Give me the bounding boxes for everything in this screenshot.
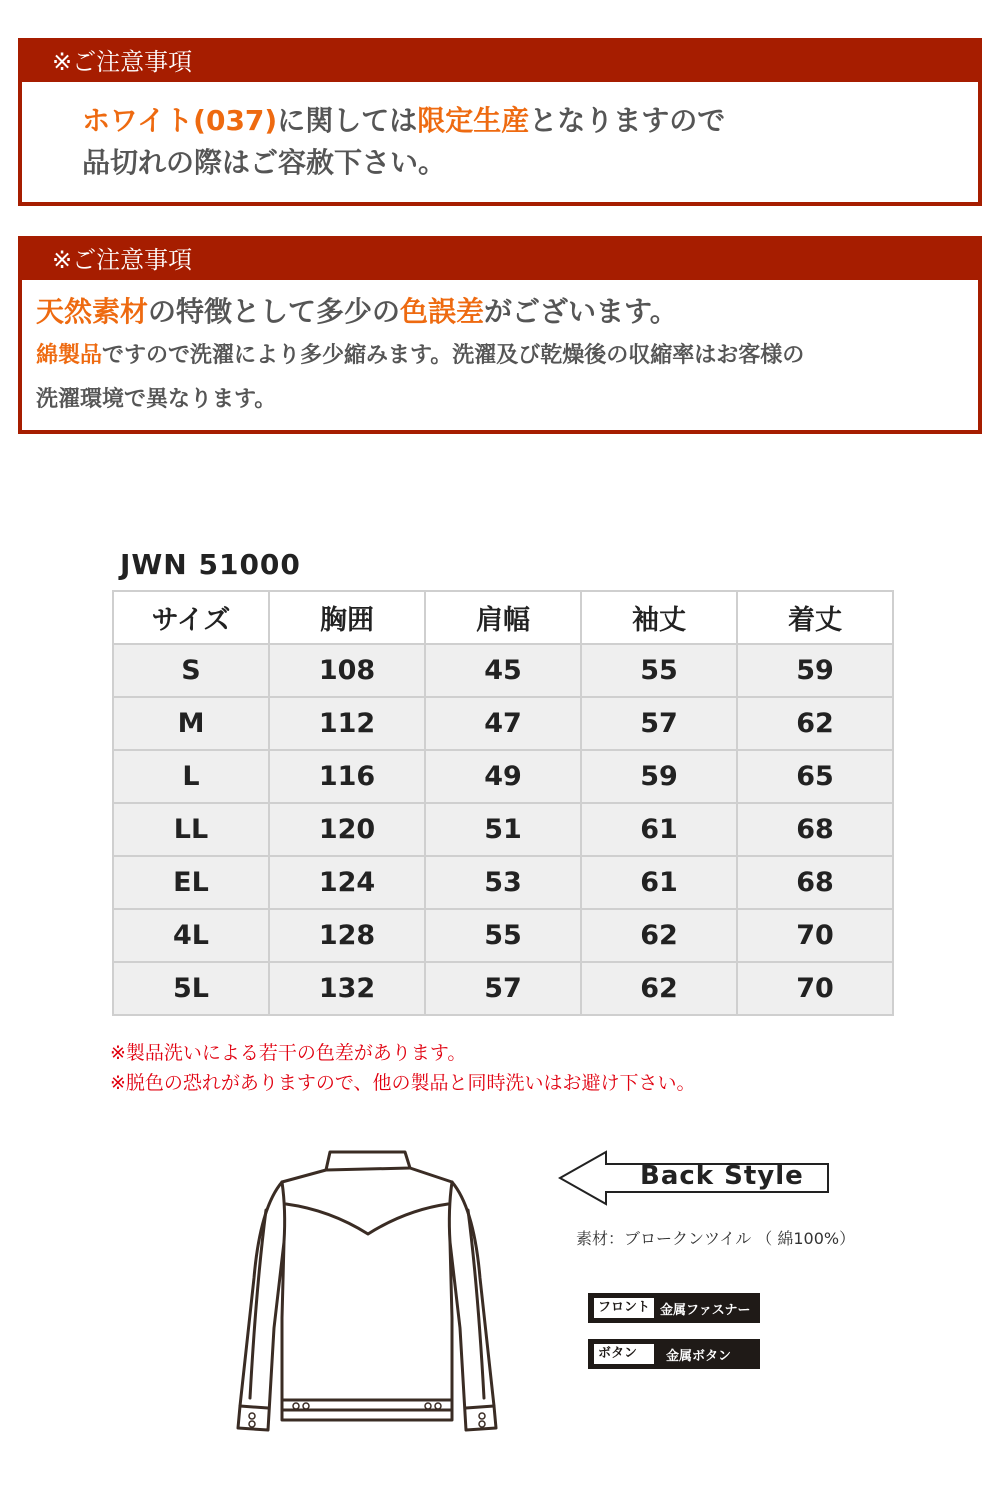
table-cell: 116: [269, 750, 425, 803]
header-cell: 袖丈: [581, 591, 737, 644]
table-cell: 55: [425, 909, 581, 962]
table-cell: 59: [581, 750, 737, 803]
table-cell: 128: [269, 909, 425, 962]
highlight-text: 限定生産: [417, 104, 530, 137]
notice-text: がございます。: [484, 295, 678, 328]
tag-value: 金属ファスナー: [660, 1302, 751, 1318]
tag-value: 金属ボタン: [666, 1348, 732, 1364]
table-cell: 62: [581, 962, 737, 1015]
table-cell: L: [113, 750, 269, 803]
notice-line-2: [36, 334, 978, 378]
notice-text: に関しては: [277, 104, 418, 137]
table-cell: 61: [581, 803, 737, 856]
table-cell: 53: [425, 856, 581, 909]
table-cell: 57: [581, 697, 737, 750]
table-cell: 124: [269, 856, 425, 909]
highlight-text: ホワイト(037): [82, 104, 278, 137]
model-number: JWN 51000: [120, 548, 301, 581]
tag-key: ボタン: [594, 1344, 654, 1364]
highlight-text: 天然素材: [36, 295, 149, 328]
header-cell: 着丈: [737, 591, 893, 644]
notice-line-1: [36, 290, 978, 334]
header-cell: 胸囲: [269, 591, 425, 644]
table-cell: 120: [269, 803, 425, 856]
table-cell: 51: [425, 803, 581, 856]
front-fastener-tag: [588, 1293, 760, 1323]
notice-line-1: [82, 100, 978, 142]
table-cell: EL: [113, 856, 269, 909]
table-cell: 57: [425, 962, 581, 1015]
notice-box-limited-production: [18, 38, 982, 206]
table-cell: 55: [581, 644, 737, 697]
tag-key: フロント: [594, 1298, 654, 1318]
color-difference-note: ※製品洗いによる若干の色差があります。: [110, 1042, 467, 1064]
highlight-text: 綿製品: [36, 343, 103, 368]
bleaching-warning-note: ※脱色の恐れがありますので、他の製品と同時洗いはお避け下さい。: [110, 1072, 696, 1094]
notice-line-3: 洗濯環境で異なります。: [36, 387, 277, 412]
table-cell: 49: [425, 750, 581, 803]
table-cell: 108: [269, 644, 425, 697]
notice-title: ※ご注意事項: [22, 42, 978, 82]
table-cell: M: [113, 697, 269, 750]
button-tag: [588, 1339, 760, 1369]
header-cell: 肩幅: [425, 591, 581, 644]
table-header-row: [113, 591, 893, 644]
table-cell: 47: [425, 697, 581, 750]
table-cell: 70: [737, 909, 893, 962]
table-cell: S: [113, 644, 269, 697]
highlight-text: 色誤差: [400, 295, 485, 328]
notice-text: の特徴として多少の: [148, 295, 401, 328]
table-cell: 5L: [113, 962, 269, 1015]
header-cell: サイズ: [113, 591, 269, 644]
table-row: [113, 803, 893, 856]
table-cell: 132: [269, 962, 425, 1015]
notice-box-natural-material: [18, 236, 982, 434]
material-info: 素材：ブロークンツイル （ 綿100%）: [576, 1229, 856, 1248]
table-cell: 112: [269, 697, 425, 750]
table-row: [113, 750, 893, 803]
table-cell: 59: [737, 644, 893, 697]
table-row: [113, 856, 893, 909]
table-cell: 62: [581, 909, 737, 962]
notice-text: ですので洗濯により多少縮みます。洗濯及び乾燥後の収縮率はお客様の: [102, 343, 805, 368]
table-cell: 62: [737, 697, 893, 750]
table-cell: 65: [737, 750, 893, 803]
table-cell: 70: [737, 962, 893, 1015]
notice-text: となりますので: [529, 104, 726, 137]
jacket-back-illustration: [220, 1148, 520, 1466]
table-row: [113, 644, 893, 697]
table-row: [113, 697, 893, 750]
size-table: [112, 590, 894, 1016]
table-cell: 68: [737, 803, 893, 856]
table-cell: 4L: [113, 909, 269, 962]
back-style-label: Back Style: [640, 1161, 804, 1191]
table-row: [113, 909, 893, 962]
table-cell: LL: [113, 803, 269, 856]
table-cell: 68: [737, 856, 893, 909]
table-cell: 45: [425, 644, 581, 697]
notice-title: ※ご注意事項: [22, 240, 978, 280]
table-cell: 61: [581, 856, 737, 909]
notice-line-2: 品切れの際はご容赦下さい。: [82, 146, 447, 179]
table-row: [113, 962, 893, 1015]
